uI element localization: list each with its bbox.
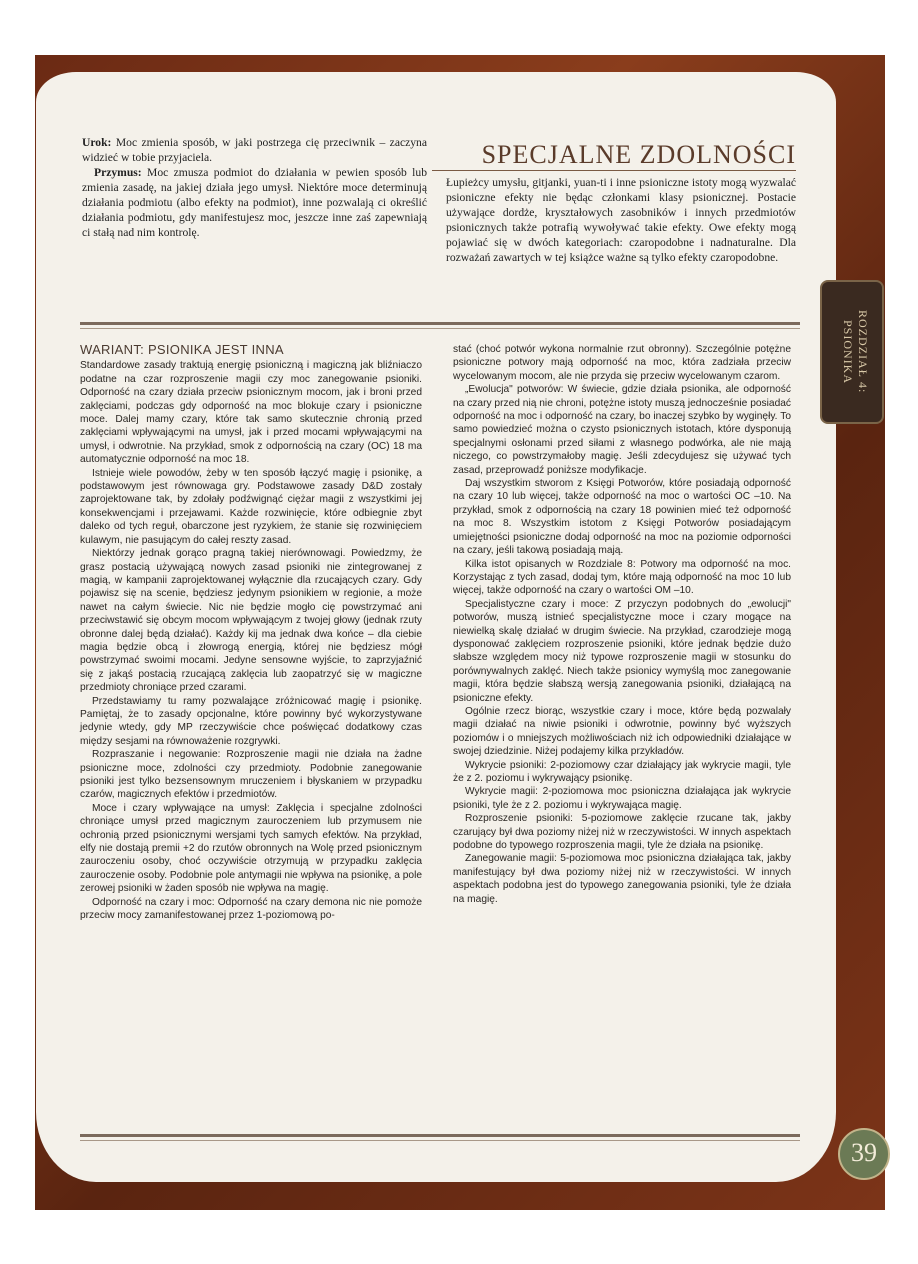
divider-bottom-thin <box>80 1140 800 1141</box>
top-left-text <box>82 135 427 240</box>
paragraph-urok: Urok: Moc zmienia sposób, w jaki postrzega cię przeciwnik – zaczyna widzieć w tobie przyjaciela. <box>82 136 427 164</box>
paragraph-przymus: Przymus: Moc zmusza podmiot do działania w pewien sposób lub zmienia zasadę, na jakiej działa jego umysł. Niektóre moce determinują działania podmiotu (albo efekty na podmiot), inne pozwalają ci określić działania podmiotu, gdy manifestujesz moc, jeszcze inne zaś zapewniają ci stałą nad nim kontrolę. <box>82 166 427 239</box>
divider-top <box>80 322 800 325</box>
left-column: WARIANT: PSIONIKA JEST INNA Standardowe zasady traktują energię psioniczną i magiczną jak bliźniaczo podatne na czar rozproszenie magii czy moc zanegowanie psioniki. Odporność na czary działa przeciw psionicznym mocom, jak i broni przed zaklęciami, podczas gdy odporność na moc blokuje czary i psioniczne moce. Dalej mamy czary, które tak samo skutecznie chronią przed zaklęciami wpływającymi na umysł, jak i przed mocami wpływającymi na umysł, i odwrotnie. Na przykład, smok z odpornością na czary (OC) 18 ma automatycznie odporność na moc 18. Istnieje wiele powodów, żeby w ten sposób łączyć magię i psionikę, a podstawowym jest równowaga gry. Podstawowe zasady D&D zostały zaprojektowane tak, by zdołały podźwignąć ciężar magii z wszystkimi jej konsekwencjami i przejawami. Każde rozwinięcie, które odbiegnie zbyt daleko od tych reguł, obarczone jest ryzykiem, że stanie się rozwinięciem kulawym, nie pasującym do całej reszty zasad. Niektórzy jednak gorąco pragną takiej nierównowagi. Powiedzmy, że grasz postacią używającą nowych zasad psioniki nie zintegrowanej z magią, w kampanii zaprojektowanej wyłącznie dla rzucających czary. Gdy pojawisz się na scenie, będziesz jedynym psionikiem w regionie, a może nawet na całym świecie. Nic nie będzie mogło cię powstrzymać ani przeciwstawić się obcym mocom wpływającym z twojej głowy (jednak rzuty obronne dalej będą działać). Każdy kij ma jednak dwa końce – dla ciebie magia będzie obcą i złowrogą energią, której nie będziesz mógł powstrzymać swoimi mocami. Jedyne sensowne wyjście, to zaprzyjaźnić się z jakąś postacią rzucającą zaklęcia lub zaopatrzyć się w magiczne przedmioty chroniące przed czarami. Przedstawiamy tu ramy pozwalające zróżnicować magię i psionikę. Pamiętaj, że to zasady opcjonalne, które powinny być wykorzystywane jedynie wtedy, gdy MP rzeczywiście chce poświęcać dodatkowy czas między sesjami na równoważenie rozgrywki. Rozpraszanie i negowanie: Rozproszenie magii nie działa na żadne psioniczne moce, zdolności czy przedmioty. Podobnie zanegowanie psioniki jest tylko bezsensownym mruczeniem i błyskaniem w przypadku czarów, magicznych efektów i przedmiotów. Moce i czary wpływające na umysł: Zaklęcia i specjalne zdolności chroniące umysł przed magicznym zauroczeniem lub przymusem nie ochronią przed psionicznymi wersjami tych samych efektów. Na przykład, elfy nie dostają premii +2 do rzutów obronnych na Wolę przed psionicznym zauroczeniu osoby, choć oczywiście otrzymują w przypadku zaklęcia zauroczenie osoby. Podobnie pole antymagii nie wpływa na psionikę, a pole zerowej psioniki w żaden sposób nie wpływa na magię. Odporność na czary i moc: Odporność na czary demona nic nie pomoże przeciw mocy zamanifestowanej przez 1-poziomową po- <box>80 342 422 922</box>
right-column: stać (choć potwór wykona normalnie rzut obronny). Szczególnie potężne psioniczne potwory mają odporność na moc, która zadziała przeciw wycelowanym mocom, ale nie przyda się przeciw wycelowanym czarom. „Ewolucja" potworów: W świecie, gdzie działa psionika, ale odporność na czary przed nią nie chroni, potężne istoty muszą jednocześnie posiadać odporność na moc i odporność na czary, bo inaczej szybko by wyginęły. To samo powiedzieć można o czysto psionicznych istotach, które dysponują specjalnymi osłonami przed siłami z własnego podwórka, ale nie mają niczego, co powstrzymałoby magię. Jeśli zdecydujesz się używać tych zasad, przeprowadź poniższe modyfikacje. Daj wszystkim stworom z Księgi Potworów, które posiadają odporność na czary 10 lub więcej, także odporność na moc o wartości OC –10. Na przykład, smok z odpornością na czary 18 powinien mieć też odporność na moc 8. Wszystkim istotom z Księgi Potworów posiadającym umiejętności psioniczne dodaj odporność na moc na poziomie odporności na czary, jeśli takową posiadają mają. Kilka istot opisanych w Rozdziale 8: Potwory ma odporność na moc. Korzystając z tych zasad, dodaj tym, które mają odporność na moc 10 lub więcej, także odporność na czary o wartości OM –10. Specjalistyczne czary i moce: Z przyczyn podobnych do „ewolucji" potworów, muszą istnieć specjalistyczne moce i czary mogące na niewielką skalę działać w drugim świecie. Na przykład, czarodzieje mogą dysponować zaklęciem rozproszenie psioniki, które jednak będzie dużo słabsze względem mocy niż typowe rozproszenie magii w stosunku do porównywalnych zaklęć. Niech także psionicy wymyślą moc zanegowanie magii, która będzie słabszą wersją zanegowania psioniki, działającą na psioniczne efekty. Ogólnie rzecz biorąc, wszystkie czary i moce, które będą pozwalały magii działać na niwie psioniki i odwrotnie, powinny być wyższych poziomów i o mniejszych możliwościach niż ich odpowiedniki działające w swojej dziedzinie. Niżej podajemy kilka przykładów. Wykrycie psioniki: 2-poziomowy czar działający jak wykrycie magii, tyle że z 2. poziomu i wykrywający psionikę. Wykrycie magii: 2-poziomowa moc psioniczna działająca jak wykrycie psioniki, tyle że z 2. poziomu i wykrywająca magię. Rozproszenie psioniki: 5-poziomowe zaklęcie rzucane tak, jakby czarujący był dwa poziomy niżej niż w rzeczywistości. W innych aspektach podobne do typowego rozproszenia magii, tyle że działa na psionikę. Zanegowanie magii: 5-poziomowa moc psioniczna działająca tak, jakby manifestujący był dwa poziomy niżej niż w rzeczywistości. W innych aspektach podobna jest do typowego zanegowania psioniki, tyle że działa na magię. <box>453 344 791 905</box>
special-abilities-text: Łupieżcy umysłu, gitjanki, yuan-ti i inne psioniczne istoty mogą wyzwalać psioniczne efekty nie będąc członkami klasy psionicznej. Postacie używające dordże, kryształowych zasobników i innych przedmiotów psionicznych także potrafią wywoływać takie efekty. Owe efekty mogą pojawiać się w dwóch kategoriach: czaropodobne i nadnaturalne. Dla rozważań zawartych w tej książce ważne są tylko efekty czaropodobne. <box>446 176 796 264</box>
divider-top-thin <box>80 328 800 329</box>
chapter-tab-label: ROZDZIAŁ 4: PSIONIKA <box>841 310 870 394</box>
divider-bottom <box>80 1134 800 1137</box>
page-number: 39 <box>838 1128 890 1180</box>
section-title: SPECJALNE ZDOLNOŚCI <box>432 140 796 171</box>
variant-title: WARIANT: PSIONIKA JEST INNA <box>80 342 284 357</box>
